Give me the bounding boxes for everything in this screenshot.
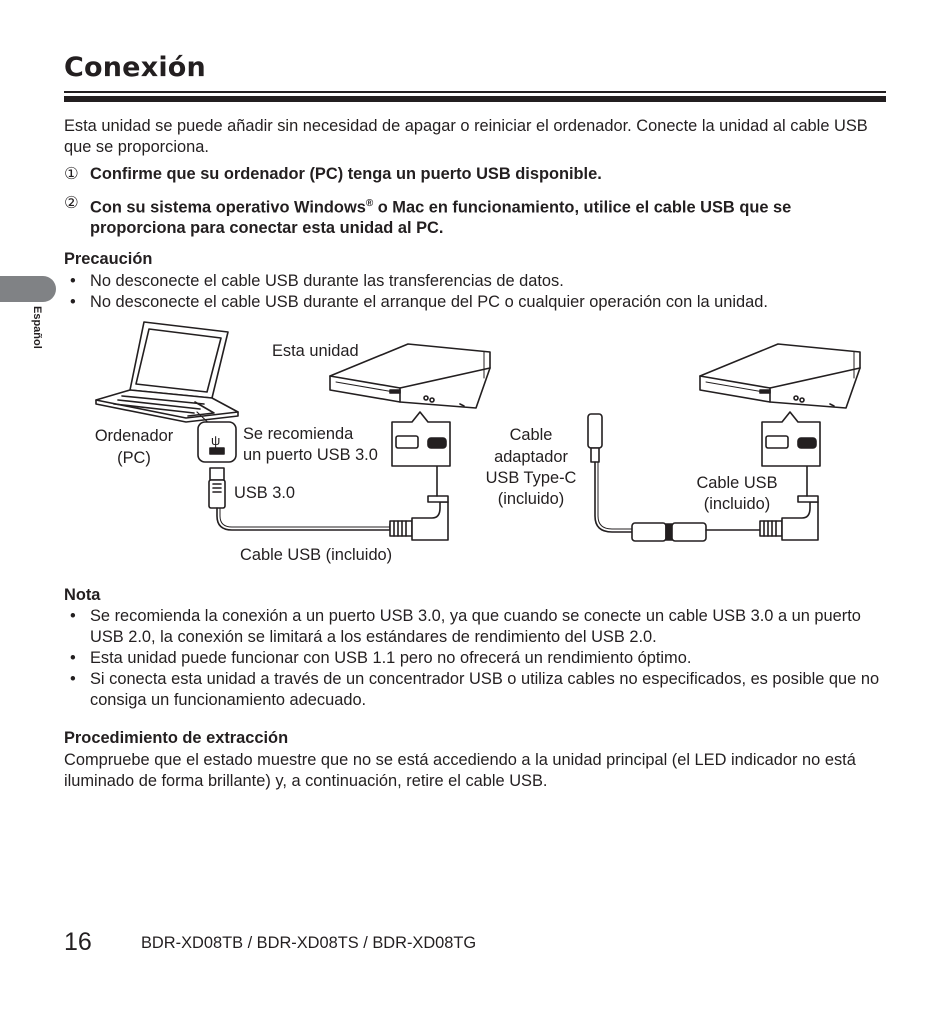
- caution-heading: Precaución: [64, 250, 153, 268]
- intro-paragraph: Esta unidad se puede añadir sin necesidad de apagar o reiniciar el ordenador. Conecte la unidad al cable USB que se proporciona.: [64, 117, 868, 156]
- language-tab-label: Español: [31, 306, 43, 349]
- step-2-number: ②: [64, 194, 79, 212]
- note-list: [64, 606, 894, 711]
- cable2-label-line-2: (incluido): [703, 495, 771, 513]
- step-1-text: Confirme que su ordenador (PC) tenga un puerto USB disponible.: [90, 165, 602, 183]
- pc-label-line-2: (PC): [117, 449, 151, 467]
- adapter-label-line-2: adaptador: [494, 448, 568, 466]
- language-tab: [0, 276, 56, 302]
- step-2-text-a: Con su sistema operativo Windows: [90, 198, 366, 217]
- drive-2-port-callout: [762, 412, 820, 466]
- caution-item: • No desconecte el cable USB durante las transferencias de datos.: [64, 271, 894, 292]
- model-numbers: BDR-XD08TB / BDR-XD08TS / BDR-XD08TG: [141, 934, 477, 952]
- adapter-label-line-4: (incluido): [497, 490, 565, 508]
- removal-paragraph: Compruebe que el estado muestre que no se está accediendo a la unidad principal (el LED indicador no está iluminado de forma brillante) y, a continuación, retire el cable USB.: [64, 751, 856, 790]
- laptop-illustration: [96, 322, 238, 422]
- cable-label: Cable USB (incluido): [240, 546, 393, 564]
- registered-mark: ®: [365, 198, 374, 209]
- recommend-label-line-1: Se recomienda: [243, 425, 354, 443]
- step-2-text-b: o Mac en funcionamiento, utilice el cable USB que se proporciona para conectar esta unidad al PC.: [90, 198, 792, 238]
- caution-list: [64, 271, 894, 313]
- title-rule-thin: [64, 91, 886, 93]
- step-1: [64, 164, 874, 185]
- drive-1-port-callout: [392, 412, 450, 466]
- page-title: Conexión: [64, 52, 206, 83]
- step-2: [64, 193, 874, 239]
- usb30-label: USB 3.0: [234, 484, 296, 502]
- pc-label-line-1: Ordenador: [94, 427, 174, 445]
- connection-diagram: [60, 318, 870, 576]
- drive-label: Esta unidad: [272, 342, 359, 360]
- adapter-label-line-3: USB Type-C: [485, 469, 577, 487]
- note-item: • Si conecta esta unidad a través de un concentrador USB o utiliza cables no especificados, es posible que no consiga un funcionamiento adecuado.: [64, 669, 894, 711]
- usb-port-symbol: ψ: [211, 433, 221, 448]
- adapter-label-line-1: Cable: [509, 426, 553, 444]
- note-item: • Se recomienda la conexión a un puerto USB 3.0, ya que cuando se conecte un cable USB 3.0 a un puerto USB 2.0, la conexión se limitará a los estándares de rendimiento del USB 2.0.: [64, 606, 894, 648]
- drive-illustration-2: [700, 344, 860, 408]
- page-number: 16: [64, 928, 92, 956]
- cable2-label-line-1: Cable USB: [696, 474, 778, 492]
- title-rule-thick: [64, 96, 886, 102]
- note-heading: Nota: [64, 586, 101, 604]
- note-item: • Esta unidad puede funcionar con USB 1.1 pero no ofrecerá un rendimiento óptimo.: [64, 648, 894, 669]
- step-1-number: ①: [64, 165, 79, 183]
- caution-item: • No desconecte el cable USB durante el arranque del PC o cualquier operación con la unidad.: [64, 292, 894, 313]
- step-2-text: [64, 193, 874, 239]
- removal-heading: Procedimiento de extracción: [64, 729, 289, 747]
- recommend-label-line-2: un puerto USB 3.0: [243, 446, 378, 464]
